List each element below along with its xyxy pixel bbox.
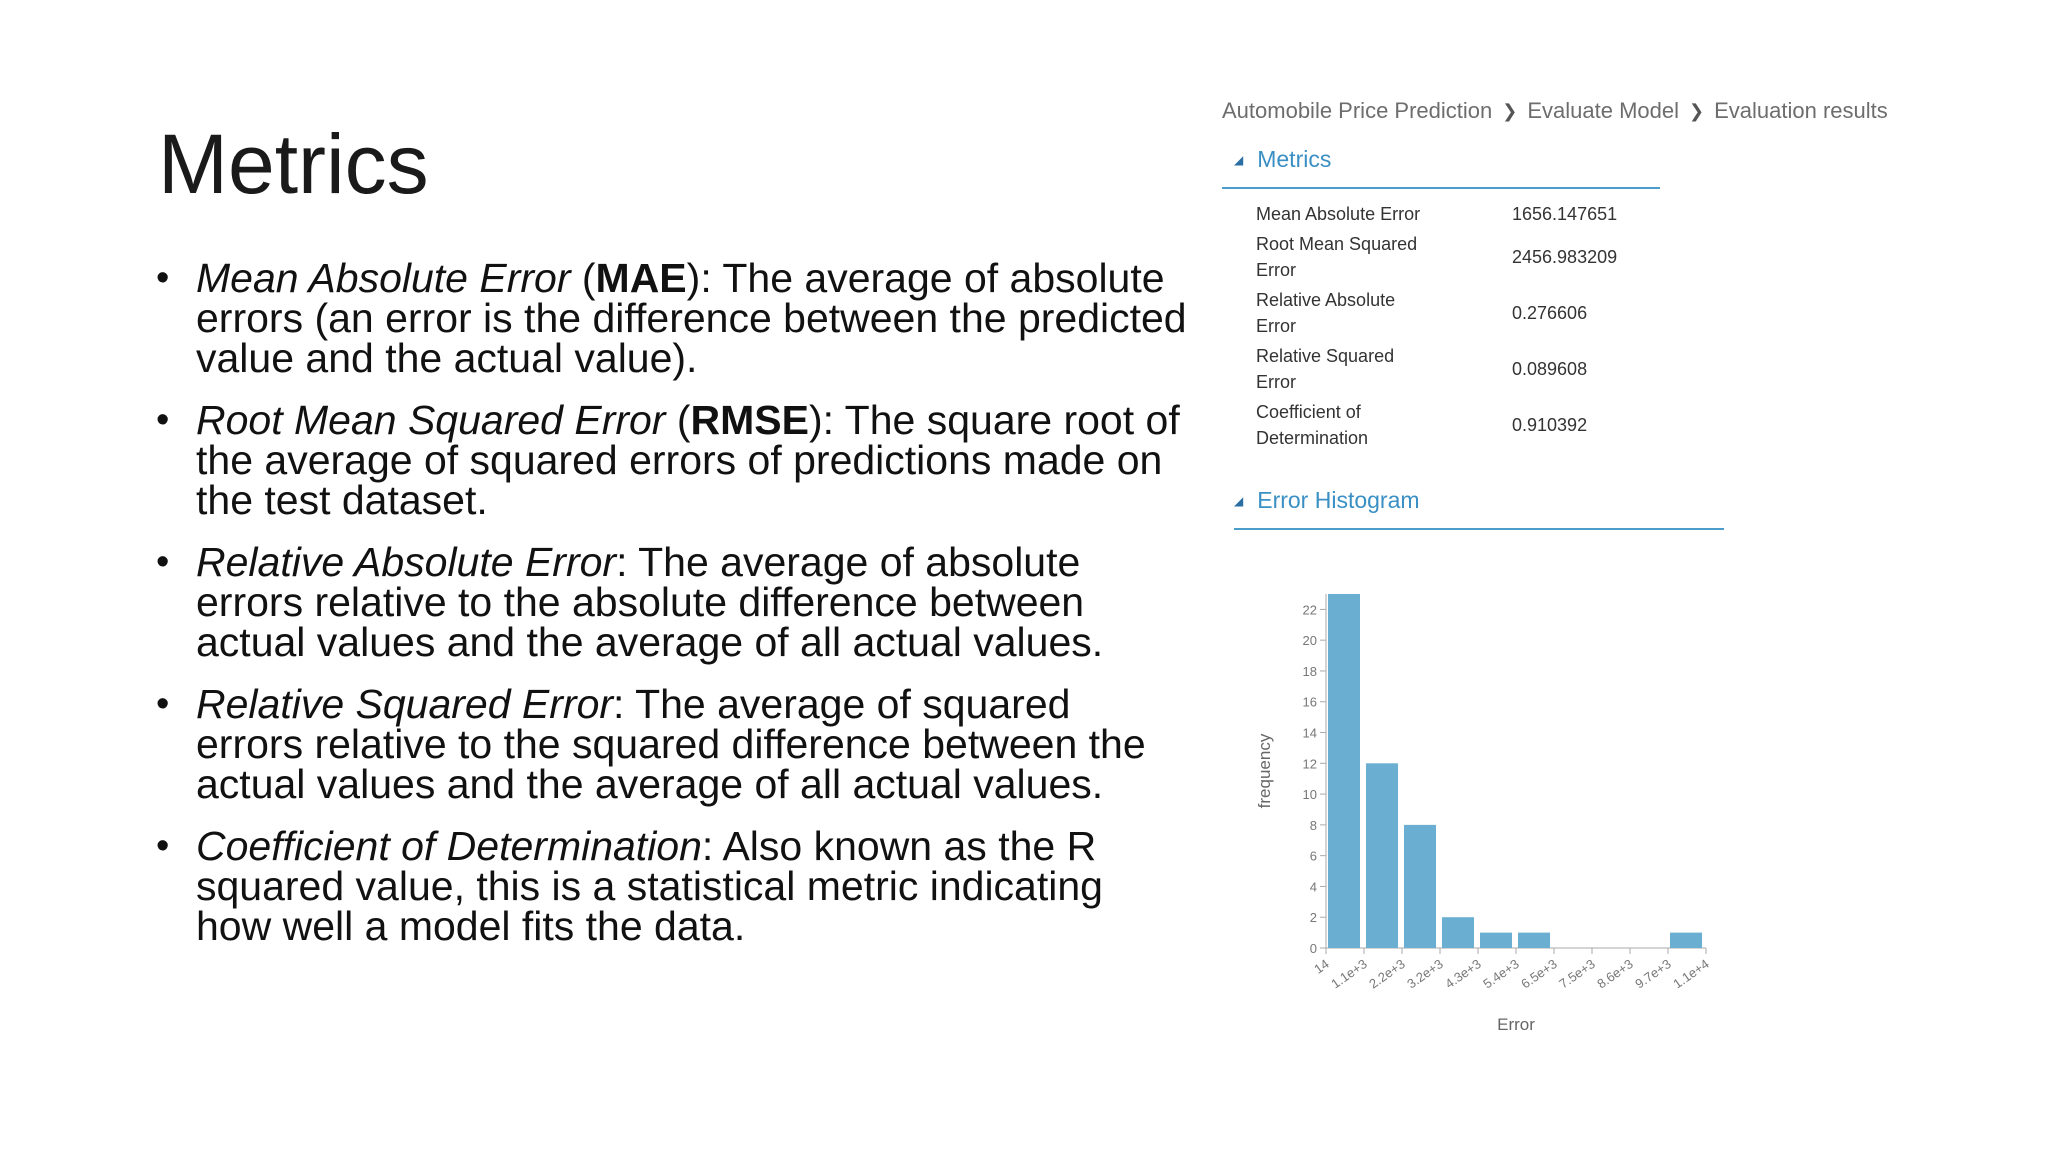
bullet-mae (148, 255, 1188, 381)
x-tick-label: 6.5e+3 (1518, 956, 1560, 992)
collapse-triangle-icon[interactable]: ◢ (1234, 152, 1244, 167)
y-tick-label: 12 (1302, 756, 1317, 772)
bullet-desc: : The average of absolute errors relative to the absolute difference between actual values and the average of all actual values. (196, 539, 1104, 665)
metric-name-line: Error (1256, 372, 1296, 392)
x-tick-label: 1.1e+3 (1328, 956, 1370, 992)
histogram-bar (1518, 933, 1550, 948)
bullet-desc: : The average of squared errors relative to the squared difference between the actual values and the average of all actual values. (196, 681, 1146, 807)
metric-name-line: Mean Absolute Error (1256, 204, 1421, 224)
table-row (1256, 199, 1672, 229)
x-axis-label: Error (1497, 1015, 1535, 1034)
metric-value: 0.276606 (1512, 303, 1588, 323)
metric-name-line: Coefficient of (1256, 402, 1361, 422)
y-tick-label: 10 (1302, 787, 1317, 803)
paren: ( (665, 397, 691, 443)
metric-value: 0.910392 (1512, 415, 1588, 435)
breadcrumb-item-module[interactable]: Evaluate Model (1527, 98, 1679, 123)
collapse-triangle-icon[interactable]: ◢ (1234, 493, 1244, 508)
bullet-term: Relative Absolute Error (196, 539, 617, 585)
metric-name (1256, 341, 1512, 397)
x-tick-label: 8.6e+3 (1594, 956, 1636, 992)
bullet-cod (148, 823, 1188, 949)
section-title: Metrics (1257, 146, 1332, 172)
metric-value: 2456.983209 (1512, 247, 1618, 267)
bullet-rse (148, 681, 1188, 807)
y-tick-label: 22 (1302, 602, 1317, 618)
error-histogram-chart (1250, 580, 1730, 1055)
bullet-rae (148, 539, 1188, 665)
x-tick-label: 7.5e+3 (1556, 956, 1598, 992)
y-axis-label: frequency (1255, 733, 1274, 809)
histogram-bar (1480, 933, 1512, 948)
y-tick-label: 18 (1302, 663, 1317, 679)
breadcrumb-item-current: Evaluation results (1714, 98, 1888, 123)
y-tick-label: 0 (1309, 941, 1317, 956)
x-tick-label: 3.2e+3 (1404, 956, 1446, 992)
y-tick-label: 16 (1302, 694, 1317, 710)
x-tick-label: 5.4e+3 (1480, 956, 1522, 992)
bullet-desc: : The average of absolute errors (an error is the difference between the predicted value and the actual value). (196, 255, 1187, 381)
metric-name-line: Relative Absolute (1256, 290, 1396, 310)
bullet-desc: : Also known as the R squared value, this is a statistical metric indicating how well a model fits the data. (196, 823, 1103, 949)
metrics-section-header[interactable] (1222, 146, 1660, 189)
x-tick-label: 2.2e+3 (1366, 956, 1408, 992)
bullet-term: Coefficient of Determination (196, 823, 702, 869)
metric-name (1256, 397, 1512, 453)
metric-name-line: Error (1256, 316, 1296, 336)
y-tick-label: 6 (1309, 848, 1317, 864)
metrics-table (1256, 199, 1672, 453)
histogram-bar (1366, 763, 1398, 948)
bullet-term: Relative Squared Error (196, 681, 614, 727)
metric-name-line: Relative Squared (1256, 346, 1395, 366)
metric-name-line: Determination (1256, 428, 1369, 448)
table-row (1256, 229, 1672, 285)
metric-name-line: Root Mean Squared (1256, 234, 1418, 254)
chevron-right-icon: ❯ (1689, 100, 1705, 121)
chevron-right-icon: ❯ (1502, 100, 1518, 121)
slide-title: Metrics (158, 117, 429, 211)
table-row (1256, 285, 1672, 341)
paren: ( (570, 255, 596, 301)
metric-value: 1656.147651 (1512, 204, 1618, 224)
breadcrumb-item-experiment[interactable]: Automobile Price Prediction (1222, 98, 1493, 123)
bullet-term: Root Mean Squared Error (196, 397, 666, 443)
x-tick-label: 4.3e+3 (1442, 956, 1484, 992)
histogram-bar (1670, 933, 1702, 948)
evaluation-results-panel (1222, 96, 1922, 530)
metric-definitions-list (148, 255, 1188, 968)
section-title: Error Histogram (1257, 487, 1420, 513)
y-tick-label: 2 (1309, 910, 1317, 926)
y-tick-label: 4 (1309, 879, 1317, 895)
bullet-desc: : The square root of the average of squared errors of predictions made on the test dataset. (196, 397, 1180, 523)
x-tick-label: 14 (1311, 956, 1332, 977)
y-tick-label: 14 (1302, 725, 1317, 741)
bullet-abbr: RMSE (690, 397, 809, 443)
histogram-bar (1328, 594, 1360, 948)
table-row (1256, 341, 1672, 397)
metric-name (1256, 199, 1512, 229)
histogram-bar (1404, 825, 1436, 948)
bullet-term: Mean Absolute Error (196, 255, 571, 301)
x-tick-label: 1.1e+4 (1670, 956, 1712, 992)
bullet-abbr: MAE (595, 255, 687, 301)
metric-name (1256, 285, 1512, 341)
bullet-rmse (148, 397, 1188, 523)
breadcrumb (1222, 96, 1922, 126)
histogram-bar (1442, 917, 1474, 948)
metric-name (1256, 229, 1512, 285)
paren: ) (808, 397, 823, 443)
paren: ) (686, 255, 701, 301)
histogram-svg (1250, 580, 1730, 1050)
histogram-section-header[interactable] (1234, 487, 1724, 530)
table-row (1256, 397, 1672, 453)
x-tick-label: 9.7e+3 (1632, 956, 1674, 992)
y-tick-label: 8 (1309, 817, 1317, 833)
metric-name-line: Error (1256, 260, 1296, 280)
metric-value: 0.089608 (1512, 359, 1588, 379)
y-tick-label: 20 (1302, 633, 1317, 649)
